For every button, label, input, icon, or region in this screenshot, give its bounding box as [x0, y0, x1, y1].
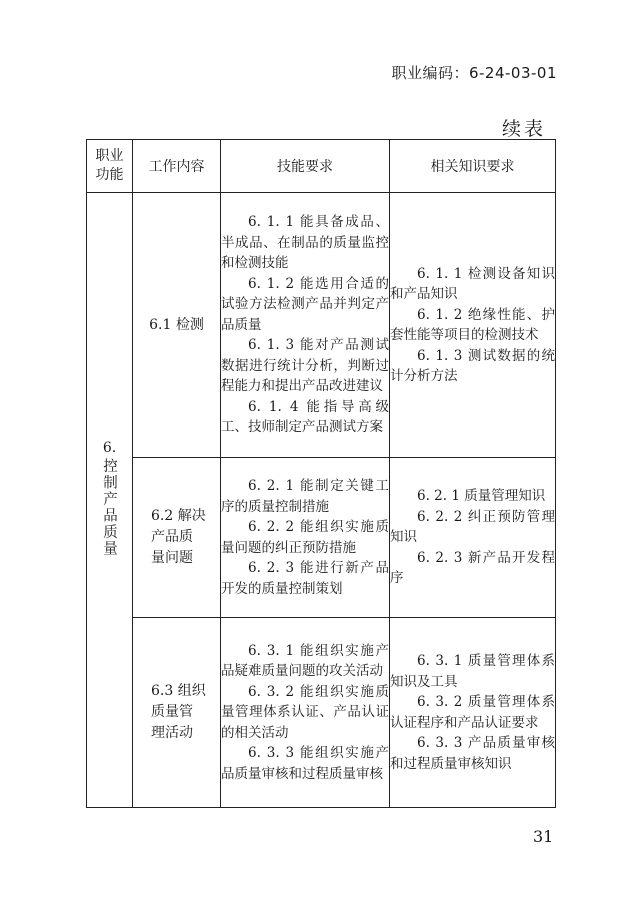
table-header-row: [87, 140, 556, 193]
skill-requirements: [221, 458, 390, 618]
header-work: 工作内容: [133, 140, 221, 193]
skill-item: 6. 3. 3 能组织实施产品质量审核和过程质量审核: [221, 745, 389, 782]
knowledge-item: 6. 2. 1 质量管理知识: [417, 488, 546, 505]
skill-item: 6. 2. 3 能进行新产品开发的质量控制策划: [221, 560, 389, 597]
skill-requirements: [221, 618, 390, 808]
skill-item: 6. 2. 1 能制定关键工序的质量控制措施: [221, 478, 389, 515]
continued-label: 续表: [501, 118, 546, 140]
knowledge-item: 6. 1. 1 检测设备知识和产品知识: [390, 265, 555, 302]
skills-table: [86, 139, 556, 808]
header-function: 职业功能: [87, 140, 133, 193]
knowledge-item: 6. 2. 3 新产品开发程序: [390, 549, 555, 587]
table-row: [87, 193, 556, 458]
table-row: [87, 458, 556, 618]
header-skills: 技能要求: [221, 140, 390, 193]
knowledge-item: 6. 3. 1 质量管理体系知识及工具: [390, 653, 555, 690]
skill-requirements: [221, 193, 390, 458]
knowledge-item: 6. 1. 2 绝缘性能、护套性能等项目的检测技术: [390, 306, 555, 343]
knowledge-item: 6. 2. 2 纠正预防管理知识: [390, 508, 555, 546]
work-content: 6.1 检测: [133, 193, 221, 458]
table-row: [87, 618, 556, 808]
knowledge-requirements: [390, 193, 556, 458]
header-knowledge: 相关知识要求: [390, 140, 556, 193]
knowledge-item: 6. 1. 3 测试数据的统计分析方法: [390, 347, 555, 384]
function-number: 6.: [102, 439, 117, 456]
occupation-code: 职业编码：6-24-03-01: [391, 64, 557, 82]
skill-item: 6. 2. 2 能组织实施质量问题的纠正预防措施: [221, 519, 389, 556]
work-content: 6.2 解决产品质量问题: [133, 458, 221, 618]
knowledge-item: 6. 3. 2 质量管理体系认证程序和产品认证要求: [390, 694, 555, 731]
knowledge-item: 6. 3. 3 产品质量审核和过程质量审核知识: [390, 735, 555, 772]
function-name: 控制产品质量: [101, 457, 117, 557]
function-cell: [87, 193, 133, 808]
skill-item: 6. 3. 2 能组织实施质量管理体系认证、产品认证的相关活动: [221, 683, 389, 741]
skill-item: 6. 1. 3 能对产品测试数据进行统计分析，判断过程能力和提出产品改进建议: [221, 337, 389, 395]
page-number: 31: [533, 827, 554, 846]
skill-item: 6. 1. 1 能具备成品、半成品、在制品的质量监控和检测技能: [221, 214, 389, 272]
skill-item: 6. 1. 2 能选用合适的试验方法检测产品并判定产品质量: [221, 275, 389, 333]
knowledge-requirements: [390, 458, 556, 618]
skill-item: 6. 3. 1 能组织实施产品疑难质量问题的攻关活动: [221, 642, 389, 680]
skill-item: 6. 1. 4 能指导高级工、技师制定产品测试方案: [221, 398, 389, 436]
knowledge-requirements: [390, 618, 556, 808]
work-content: 6.3 组织质量管理活动: [133, 618, 221, 808]
